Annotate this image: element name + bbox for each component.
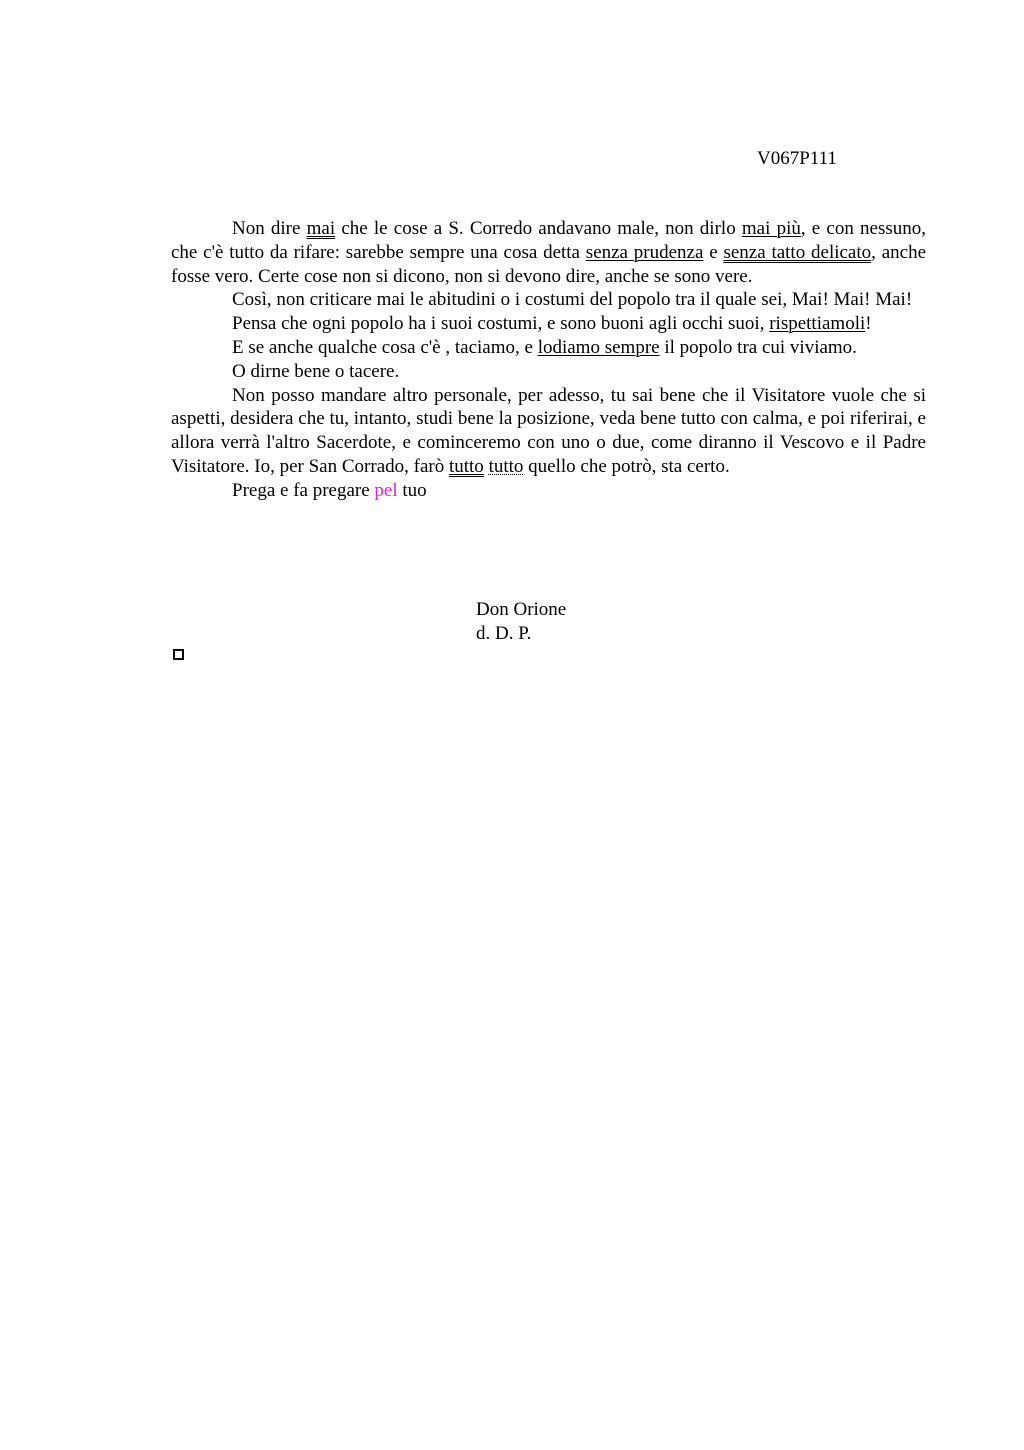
paragraph-5: O dirne bene o tacere.	[232, 360, 400, 382]
text-run: !	[865, 313, 872, 335]
text-run: E se anche qualche cosa c'è , taciamo, e	[232, 336, 538, 358]
paragraph-3	[171, 312, 926, 336]
signature-name: Don Orione	[476, 599, 567, 620]
underlined-text: rispettiamoli	[769, 313, 866, 335]
text-run: Non dire	[232, 218, 307, 239]
end-marker-box-icon	[173, 649, 184, 660]
dotted-underlined-text: tutto	[488, 455, 524, 477]
text-run: il popolo tra cui viviamo.	[659, 336, 857, 358]
underlined-text: senza prudenza	[585, 241, 704, 263]
text-run: Prega e fa pregare	[232, 479, 375, 501]
highlighted-text: pel	[374, 479, 398, 501]
text-run: che le cose a S. Corredo andavano male, non dirlo	[335, 218, 742, 239]
text-run: , anche fosse vero. Certe cose non si dicono, non si devono dire, anche se sono vere.	[171, 241, 927, 287]
paragraph-1	[171, 217, 926, 288]
paragraph-4	[171, 336, 926, 360]
underlined-text: senza tatto delicato	[723, 241, 872, 263]
signature-initials: d. D. P.	[476, 623, 532, 644]
paragraph-2: Così, non criticare mai le abitudini o i costumi del popolo tra il quale sei, Mai! Mai! Mai!	[232, 289, 913, 311]
text-run: Pensa che ogni popolo ha i suoi costumi, e sono buoni agli occhi suoi,	[232, 313, 770, 335]
underlined-text: mai	[306, 218, 336, 239]
underlined-text: lodiamo sempre	[537, 336, 660, 358]
paragraph-7	[171, 479, 926, 503]
text-run: quello che potrò, sta certo.	[523, 455, 730, 477]
page-code: V067P111	[757, 148, 837, 169]
signature-block	[476, 598, 566, 646]
text-run: Non posso mandare altro personale, per adesso, tu sai bene che il Visitatore vuole che si aspetti, desidera che tu, intanto, studi bene la posizione, veda bene tutto con calma, e poi riferirai, e allora verrà l'altro Sacerdote, e cominceremo con uno o due, come diranno il Vescovo e il Padre Visitatore. Io, per San Corrado, farò	[171, 384, 926, 477]
paragraph-6	[171, 384, 926, 479]
underlined-text: mai più	[741, 218, 801, 239]
text-run: tuo	[397, 479, 427, 501]
letter-body	[171, 217, 926, 503]
text-run: , e con nessuno, che c'è tutto da rifare: sarebbe sempre una cosa detta	[171, 218, 927, 263]
underlined-text: tutto	[448, 455, 484, 477]
text-run: e	[703, 241, 724, 263]
